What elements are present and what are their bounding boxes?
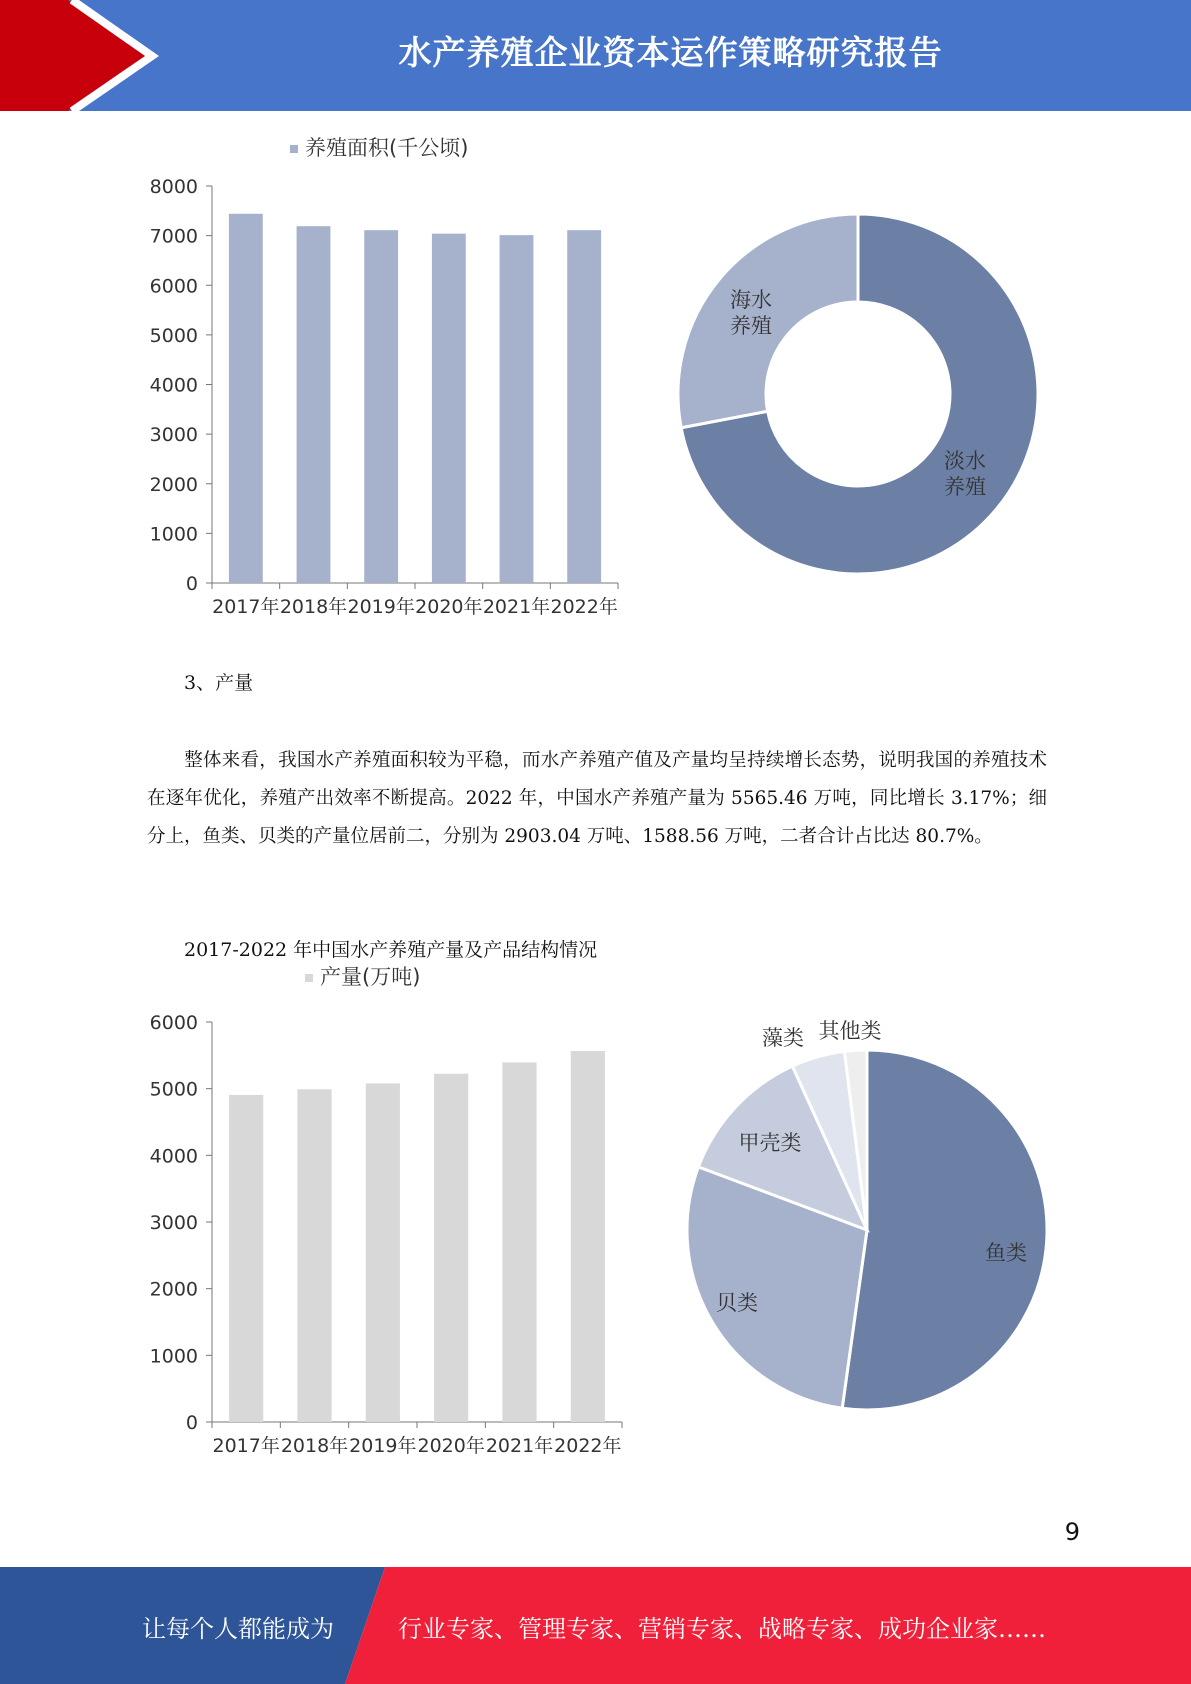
bar (502, 1062, 536, 1422)
legend-label: 养殖面积(千公顷) (305, 136, 469, 160)
x-tick-label: 2019年 (347, 596, 415, 618)
y-tick-label: 3000 (149, 424, 198, 447)
x-tick-label: 2018年 (279, 596, 348, 618)
bar (297, 1089, 331, 1422)
slice-label: 海水 (730, 288, 772, 312)
x-tick-label: 2020年 (415, 596, 483, 618)
y-tick-label: 2000 (149, 473, 198, 496)
bar (364, 230, 398, 583)
output-pie-chart (670, 1000, 1080, 1434)
x-tick-label: 2017年 (212, 596, 280, 618)
page-footer (0, 1567, 1191, 1684)
figure-caption: 2017-2022 年中国水产养殖产量及产品结构情况 (184, 939, 598, 961)
y-tick-label: 8000 (149, 176, 198, 198)
slice-label: 养殖 (730, 314, 772, 338)
paragraph-text: 整体来看，我国水产养殖面积较为平稳，而水产养殖产值及产量均呈持续增长态势，说明我国的养殖技术在逐年优化，养殖产出效率不断提高。2022 年，中国水产养殖产量为 5565.46 万吨，同比增长 3.17%；细分上，鱼类、贝类的产量位居前二，分别为 2903.04 万吨、1588.56 万吨，二者合计占比达 80.7%。 (147, 750, 1047, 847)
bar (500, 235, 534, 583)
y-tick-label: 4000 (149, 374, 198, 397)
page-number: 9 (1064, 1518, 1080, 1546)
x-tick-label: 2018年 (280, 1435, 349, 1457)
y-tick-label: 0 (185, 1412, 198, 1434)
x-tick-label: 2021年 (485, 1435, 554, 1457)
x-tick-label: 2017年 (212, 1435, 280, 1457)
output-bar-chart (140, 960, 630, 1469)
pie-slice (842, 1050, 1047, 1410)
x-tick-label: 2021年 (482, 596, 551, 618)
slice-label: 其他类 (818, 1019, 882, 1043)
y-tick-label: 1000 (149, 1345, 198, 1368)
y-tick-label: 7000 (149, 225, 198, 248)
slice-label: 淡水 (944, 449, 986, 473)
slice-label: 藻类 (762, 1026, 804, 1050)
bar (567, 230, 601, 583)
slice-label: 甲壳类 (738, 1131, 802, 1155)
y-tick-label: 4000 (149, 1145, 198, 1168)
y-tick-label: 2000 (149, 1278, 198, 1301)
x-tick-label: 2022年 (554, 1435, 622, 1457)
bar (297, 226, 331, 583)
section-heading: 3、产量 (184, 672, 254, 694)
x-tick-label: 2019年 (349, 1435, 417, 1457)
y-tick-label: 5000 (149, 1078, 198, 1101)
legend-swatch (305, 974, 313, 982)
bar (432, 234, 466, 583)
area-donut-chart (670, 200, 1050, 604)
legend-swatch (290, 145, 298, 153)
y-tick-label: 6000 (149, 275, 198, 298)
footer-slogan-right: 行业专家、管理专家、营销专家、战略专家、成功企业家…… (398, 1615, 1046, 1643)
legend-label: 产量(万吨) (320, 965, 421, 989)
body-paragraph (147, 742, 1047, 856)
bar (229, 214, 263, 583)
y-tick-label: 0 (185, 573, 198, 595)
slice-label: 养殖 (944, 475, 986, 499)
slice-label: 贝类 (716, 1291, 758, 1315)
y-tick-label: 1000 (149, 523, 198, 546)
footer-slogan-left: 让每个人都能成为 (142, 1615, 334, 1643)
report-title: 水产养殖企业资本运作策略研究报告 (398, 33, 943, 72)
bar (366, 1083, 400, 1422)
bar (434, 1074, 468, 1422)
x-tick-label: 2020年 (417, 1435, 485, 1457)
x-tick-label: 2022年 (550, 596, 618, 618)
page-header (0, 0, 1191, 111)
slice-label: 鱼类 (985, 1241, 1027, 1265)
y-tick-label: 3000 (149, 1212, 198, 1234)
bar (229, 1095, 263, 1422)
area-bar-chart (140, 130, 630, 629)
y-tick-label: 5000 (149, 324, 198, 347)
y-tick-label: 6000 (149, 1012, 198, 1034)
bar (571, 1051, 605, 1422)
